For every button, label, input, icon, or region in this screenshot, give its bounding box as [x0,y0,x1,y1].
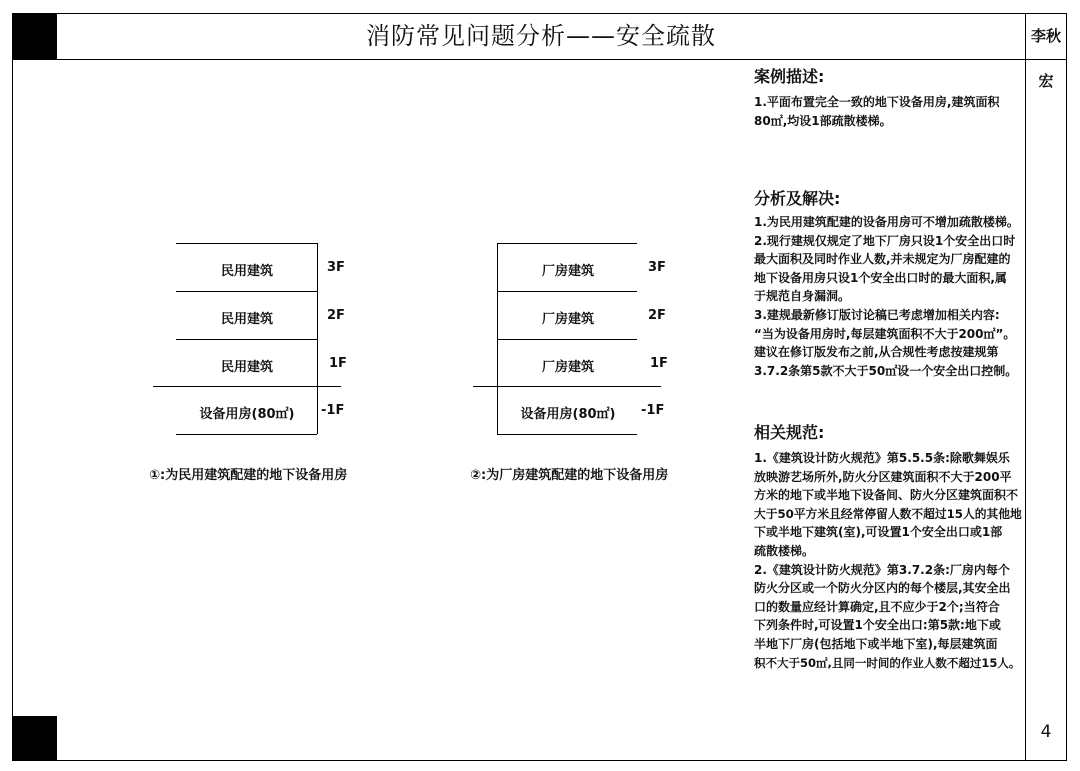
floor-line [497,243,637,244]
ground-line [153,386,341,387]
text-line: 3.7.2条第5款不大于50㎡设一个安全出口控制。 [754,363,1018,378]
text-line: 半地下厂房(包括地下或半地下室),每层建筑面 [754,636,998,651]
floor-number: -1F [641,403,665,418]
building-wall [317,243,318,434]
page-title: 消防常见问题分析——安全疏散 [366,22,716,50]
floor-line [497,291,637,292]
text-line: 1.平面布置完全一致的地下设备用房,建筑面积 [754,95,1000,109]
floor-label: 厂房建筑 [541,360,594,375]
floor-label: 厂房建筑 [541,312,594,327]
text-line: 积不大于50㎡,且同一时间的作业人数不超过15人。 [754,655,1021,670]
text-line: 口的数量应经计算确定,且不应少于2个;当符合 [754,599,1000,614]
text-line: 疏散楼梯。 [754,543,815,558]
floor-label: 民用建筑 [220,360,273,375]
section-heading: 分析及解决: [754,189,841,208]
text-line: 3.建规最新修订版讨论稿已考虑增加相关内容: [754,307,1000,322]
ground-line [473,386,661,387]
floor-number: 1F [329,356,347,371]
floor-number: 3F [648,260,666,275]
floor-label: 民用建筑 [220,264,273,279]
case-description-section [754,64,1022,130]
floor-line [497,339,637,340]
text-line: 防火分区或一个防火分区内的每个楼层,其安全出 [754,581,1011,596]
floor-label: 设备用房(80㎡) [199,407,295,422]
floor-line [497,434,637,435]
text-line: 下列条件时,可设置1个安全出口:第5款:地下或 [754,618,1001,633]
text-line: 地下设备用房只设1个安全出口时的最大面积,属 [754,270,1007,285]
title-bar-divider [12,59,1067,60]
text-line: 2.《建筑设计防火规范》第3.7.2条:厂房内每个 [754,562,1010,577]
floor-number: 1F [650,356,668,371]
text-line: 建议在修订版发布之前,从合规性考虑按建规第 [754,345,999,360]
floor-number: 2F [327,308,345,323]
floor-number: 3F [327,260,345,275]
floor-number: 2F [648,308,666,323]
floor-line [176,291,317,292]
text-line: 80㎡,均设1部疏散楼梯。 [754,113,892,128]
floor-label: 设备用房(80㎡) [520,407,616,422]
floor-line [176,339,317,340]
corner-block-bottom [12,716,57,761]
analysis-section [754,186,1022,380]
text-line: 1.为民用建筑配建的设备用房可不增加疏散楼梯。 [754,215,1019,229]
corner-block-top [12,13,57,59]
building-wall [497,243,498,434]
floor-line [176,434,317,435]
diagram-caption: ②:为厂房建筑配建的地下设备用房 [470,468,669,483]
floor-label: 民用建筑 [220,312,273,327]
text-line: 大于50平方米且经常停留人数不超过15人的其他地 [754,506,1022,521]
page-number: 4 [1040,722,1052,742]
text-line: 最大面积及同时作业人数,并未规定为厂房配建的 [754,252,1011,267]
text-line: 于规范自身漏洞。 [754,289,851,304]
floor-label: 厂房建筑 [541,264,594,279]
floor-number: -1F [321,403,345,418]
text-line: 1.《建筑设计防火规范》第5.5.5条:除歌舞娱乐 [754,451,1010,465]
section-heading: 相关规范: [754,423,825,442]
text-line: 放映游艺场所外,防火分区建筑面积不大于200平 [754,469,1012,484]
text-line: 2.现行建规仅规定了地下厂房只设1个安全出口时 [754,233,1016,248]
related-codes-section [754,420,1022,672]
section-heading: 案例描述: [754,67,825,86]
text-line: 方米的地下或半地下设备间、防火分区建筑面积不 [754,488,1019,503]
diagram-caption: ①:为民用建筑配建的地下设备用房 [149,468,348,483]
author-name: 李秋宏 [1030,27,1061,90]
floor-line [176,243,317,244]
right-column-divider [1025,13,1026,761]
text-line: “当为设备用房时,每层建筑面积不大于200㎡”。 [754,326,1016,341]
text-line: 下或半地下建筑(室),可设置1个安全出口或1部 [754,525,1003,540]
